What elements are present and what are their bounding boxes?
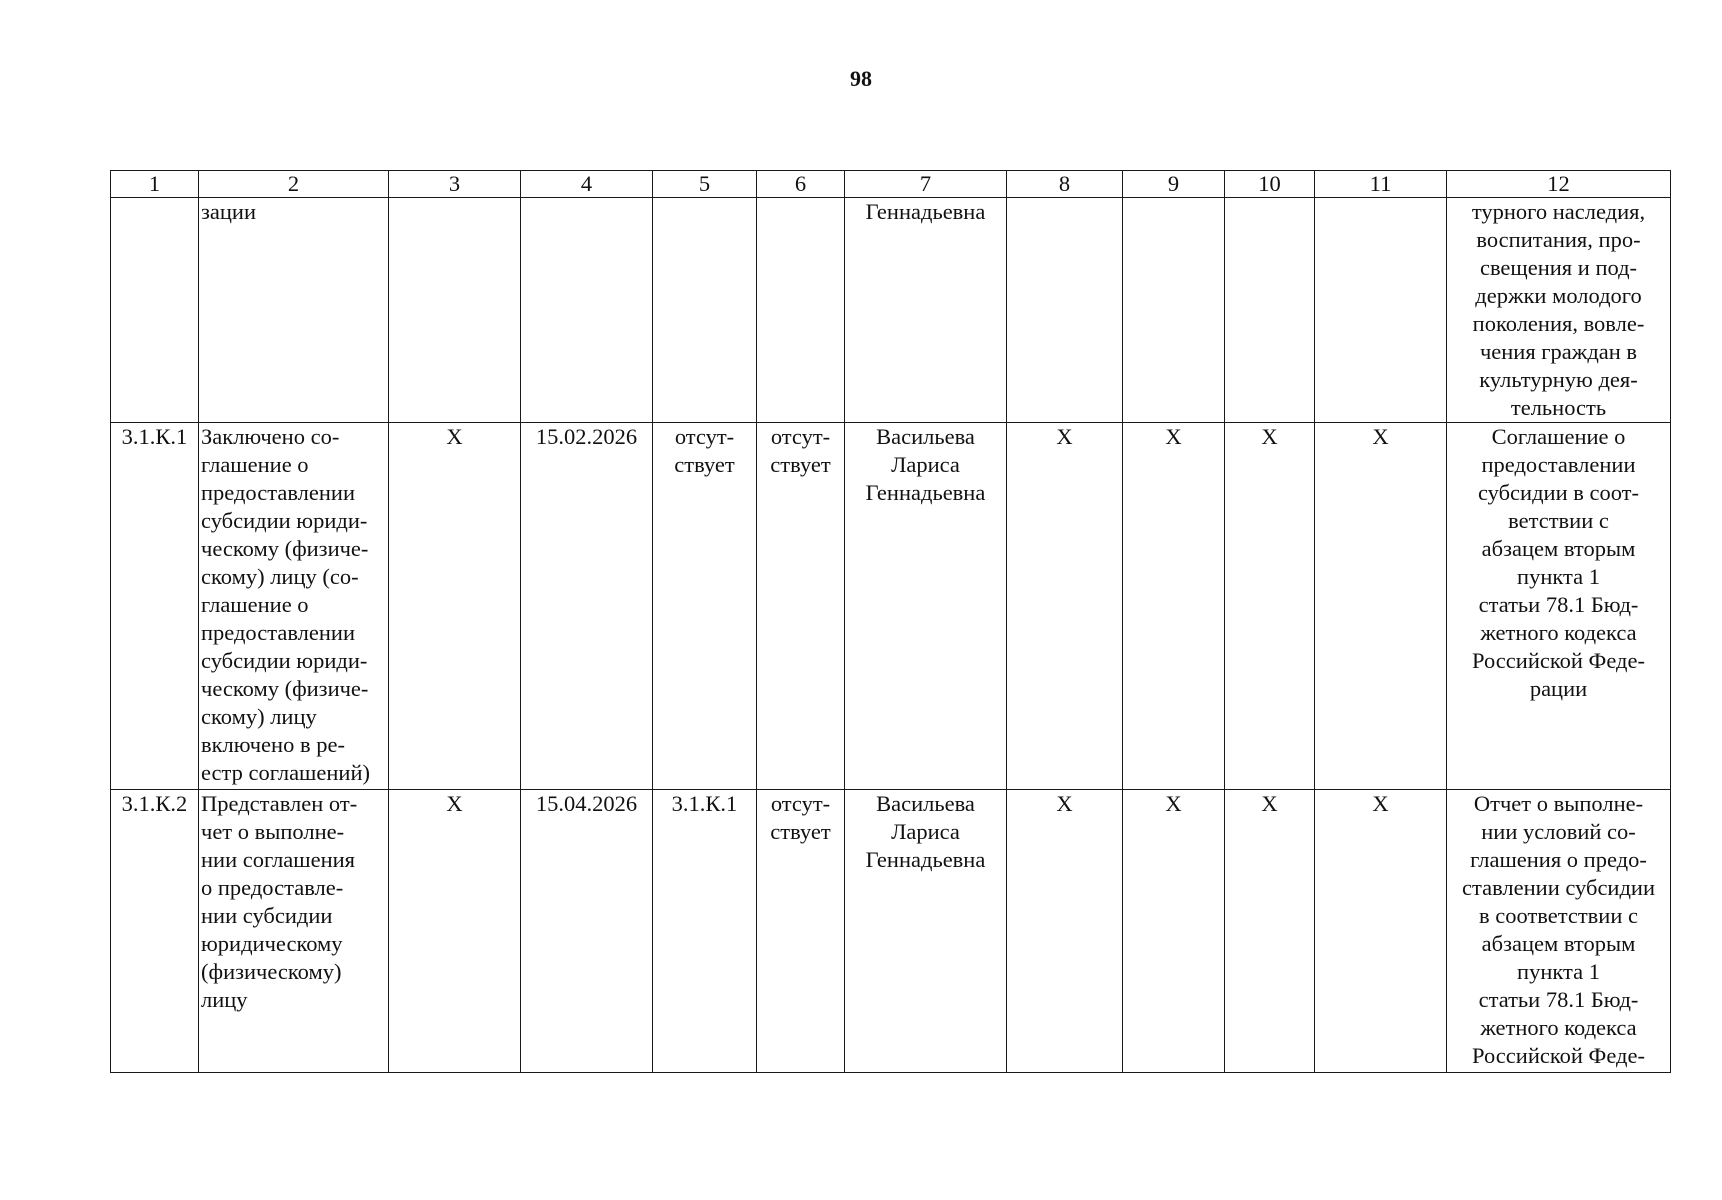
table-row	[111, 790, 1671, 1073]
header-cell: 2	[199, 171, 389, 198]
cell-document: Соглашение о предоставлении субсидии в соот- ветствии с абзацем вторым пункта 1 статьи 78.1 Бюд- жетного кодекса Российской Феде- рации	[1447, 423, 1671, 790]
document-table	[110, 170, 1671, 1073]
cell-col6: отсут- ствует	[757, 423, 845, 790]
header-cell: 7	[845, 171, 1007, 198]
cell-date: 15.02.2026	[521, 423, 653, 790]
table-row	[111, 198, 1671, 423]
header-cell: 9	[1123, 171, 1225, 198]
cell-col10	[1225, 198, 1315, 423]
cell-responsible: Геннадьевна	[845, 198, 1007, 423]
cell-description: Представлен от- чет о выполне- нии соглашения о предоставле- нии субсидии юридическому (физическому) лицу	[199, 790, 389, 1073]
header-cell: 10	[1225, 171, 1315, 198]
cell-col9	[1123, 198, 1225, 423]
cell-document: Отчет о выполне- нии условий со- глашения о предо- ставлении субсидии в соответствии с абзацем вторым пункта 1 статьи 78.1 Бюд- жетного кодекса Российской Феде-	[1447, 790, 1671, 1073]
cell-col10: X	[1225, 423, 1315, 790]
cell-responsible: Васильева Лариса Геннадьевна	[845, 790, 1007, 1073]
table-header-row	[111, 171, 1671, 198]
header-cell: 1	[111, 171, 199, 198]
cell-col5: 3.1.К.1	[653, 790, 757, 1073]
cell-document: турного наследия, воспитания, про- свещения и под- держки молодого поколения, вовле- чения граждан в культурную дея- тельность	[1447, 198, 1671, 423]
header-cell: 12	[1447, 171, 1671, 198]
cell-col11	[1315, 198, 1447, 423]
page-number: 98	[850, 66, 872, 91]
cell-code: 3.1.К.2	[111, 790, 199, 1073]
header-cell: 3	[389, 171, 521, 198]
cell-description: Заключено со- глашение о предоставлении субсидии юриди- ческому (физиче- скому) лицу (со- глашение о предоставлении субсидии юриди- ческому (физиче- скому) лицу включено в ре- естр соглашений)	[199, 423, 389, 790]
cell-date: 15.04.2026	[521, 790, 653, 1073]
header-cell: 11	[1315, 171, 1447, 198]
header-cell: 4	[521, 171, 653, 198]
cell-date	[521, 198, 653, 423]
cell-responsible: Васильева Лариса Геннадьевна	[845, 423, 1007, 790]
cell-col6: отсут- ствует	[757, 790, 845, 1073]
cell-col5	[653, 198, 757, 423]
header-cell: 8	[1007, 171, 1123, 198]
cell-col8: X	[1007, 423, 1123, 790]
cell-col5: отсут- ствует	[653, 423, 757, 790]
cell-col8: X	[1007, 790, 1123, 1073]
cell-col3	[389, 198, 521, 423]
header-cell: 5	[653, 171, 757, 198]
cell-col3: X	[389, 423, 521, 790]
cell-col9: X	[1123, 423, 1225, 790]
cell-col6	[757, 198, 845, 423]
header-cell: 6	[757, 171, 845, 198]
cell-col9: X	[1123, 790, 1225, 1073]
cell-col11: X	[1315, 423, 1447, 790]
cell-description: зации	[199, 198, 389, 423]
cell-col3: X	[389, 790, 521, 1073]
cell-code	[111, 198, 199, 423]
cell-code: 3.1.К.1	[111, 423, 199, 790]
cell-col8	[1007, 198, 1123, 423]
cell-col10: X	[1225, 790, 1315, 1073]
table-row	[111, 423, 1671, 790]
cell-col11: X	[1315, 790, 1447, 1073]
